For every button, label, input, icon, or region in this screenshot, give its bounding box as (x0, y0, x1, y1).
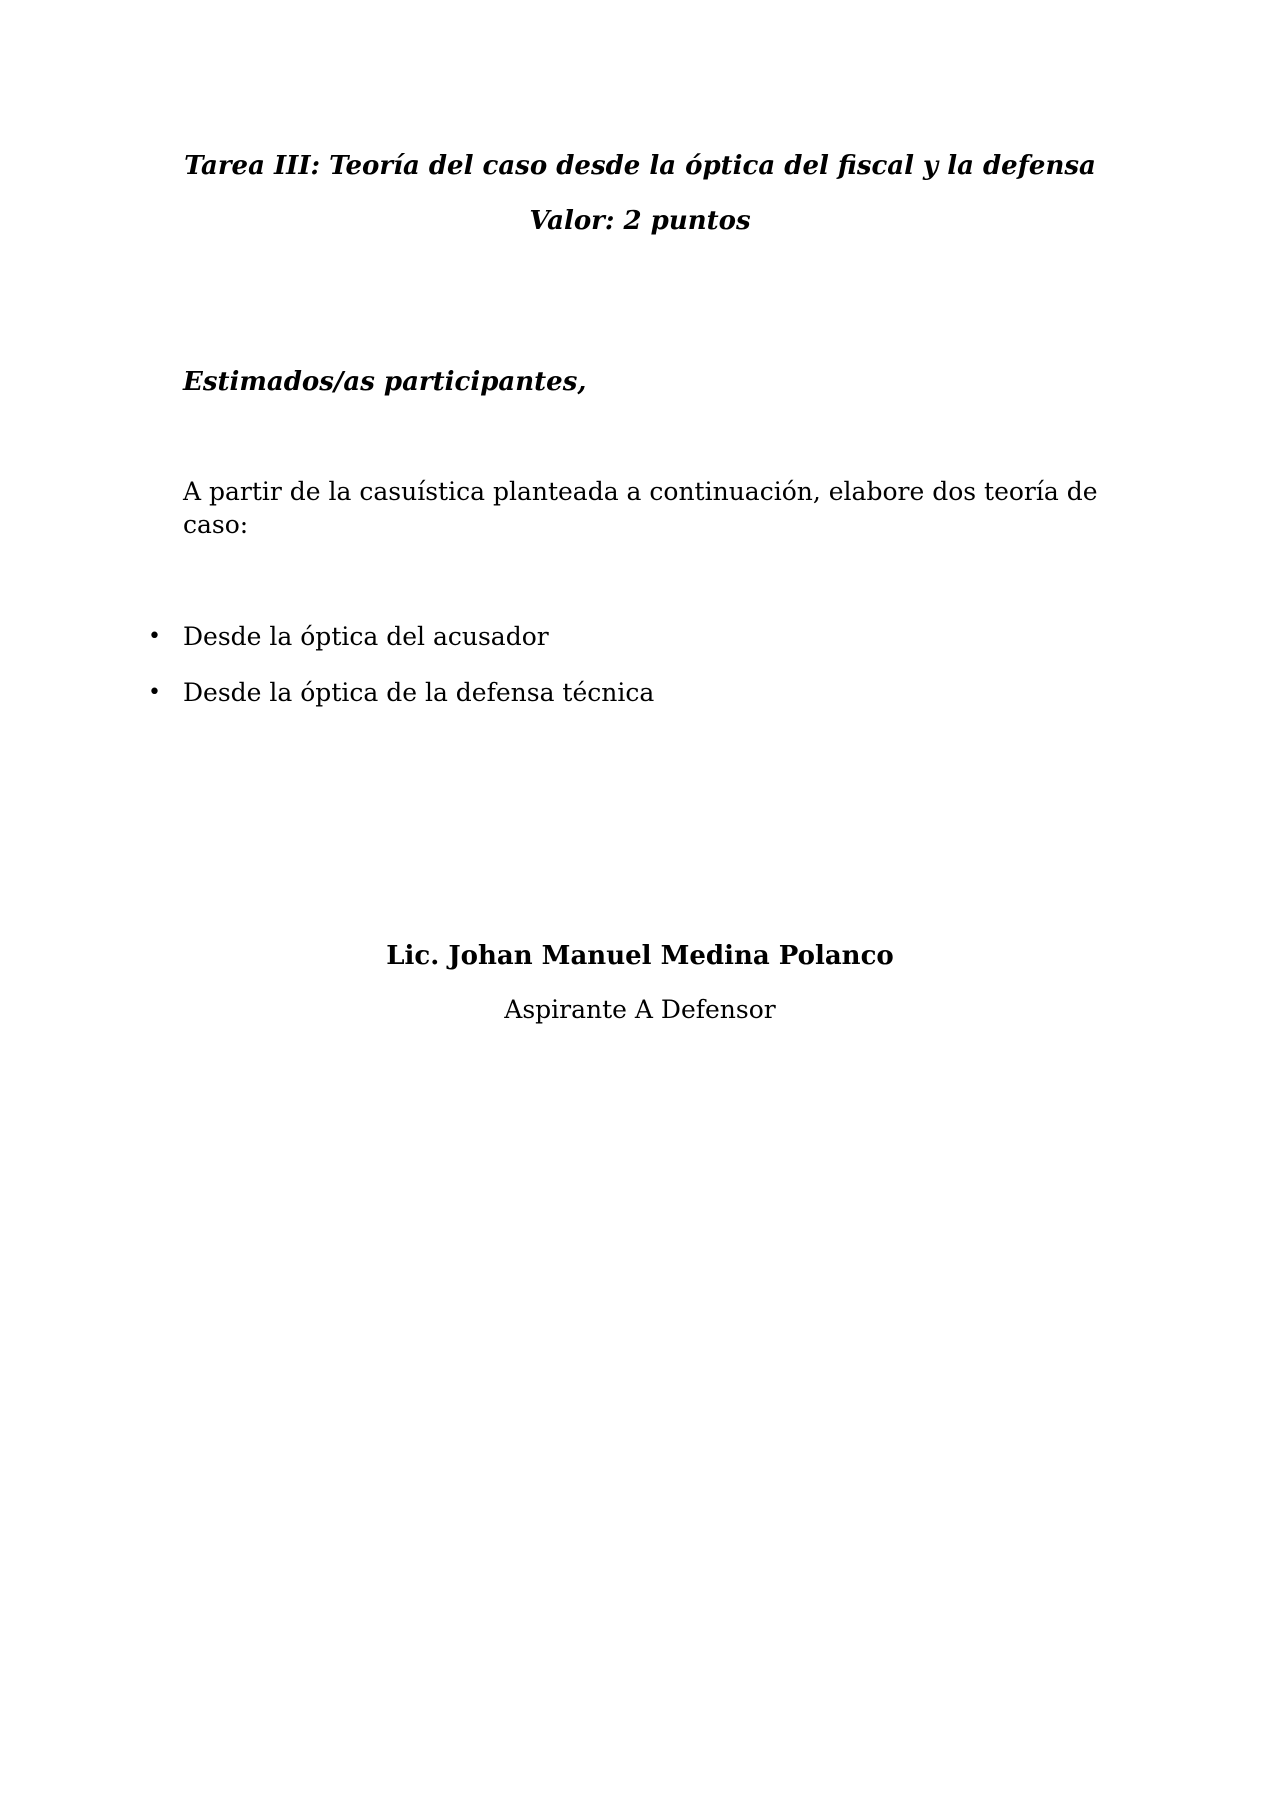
document-title: Tarea III: Teoría del caso desde la óptica del fiscal y la defensa (184, 151, 1096, 181)
document-subtitle: Valor: 2 puntos (529, 206, 751, 236)
list-item (148, 620, 1083, 653)
signature-role: Aspirante A Defensor (504, 995, 776, 1024)
signature-name: Lic. Johan Manuel Medina Polanco (386, 941, 894, 971)
bullet-icon: • (148, 624, 161, 649)
list-item-text: Desde la óptica del acusador (183, 622, 549, 651)
list-item-text: Desde la óptica de la defensa técnica (183, 678, 655, 707)
greeting: Estimados/as participantes, (183, 367, 587, 397)
bullet-list (148, 620, 1083, 732)
intro-paragraph: A partir de la casuística planteada a continuación, elabore dos teoría de caso: (183, 477, 1098, 539)
list-item (148, 676, 1083, 709)
bullet-icon: • (148, 680, 161, 705)
